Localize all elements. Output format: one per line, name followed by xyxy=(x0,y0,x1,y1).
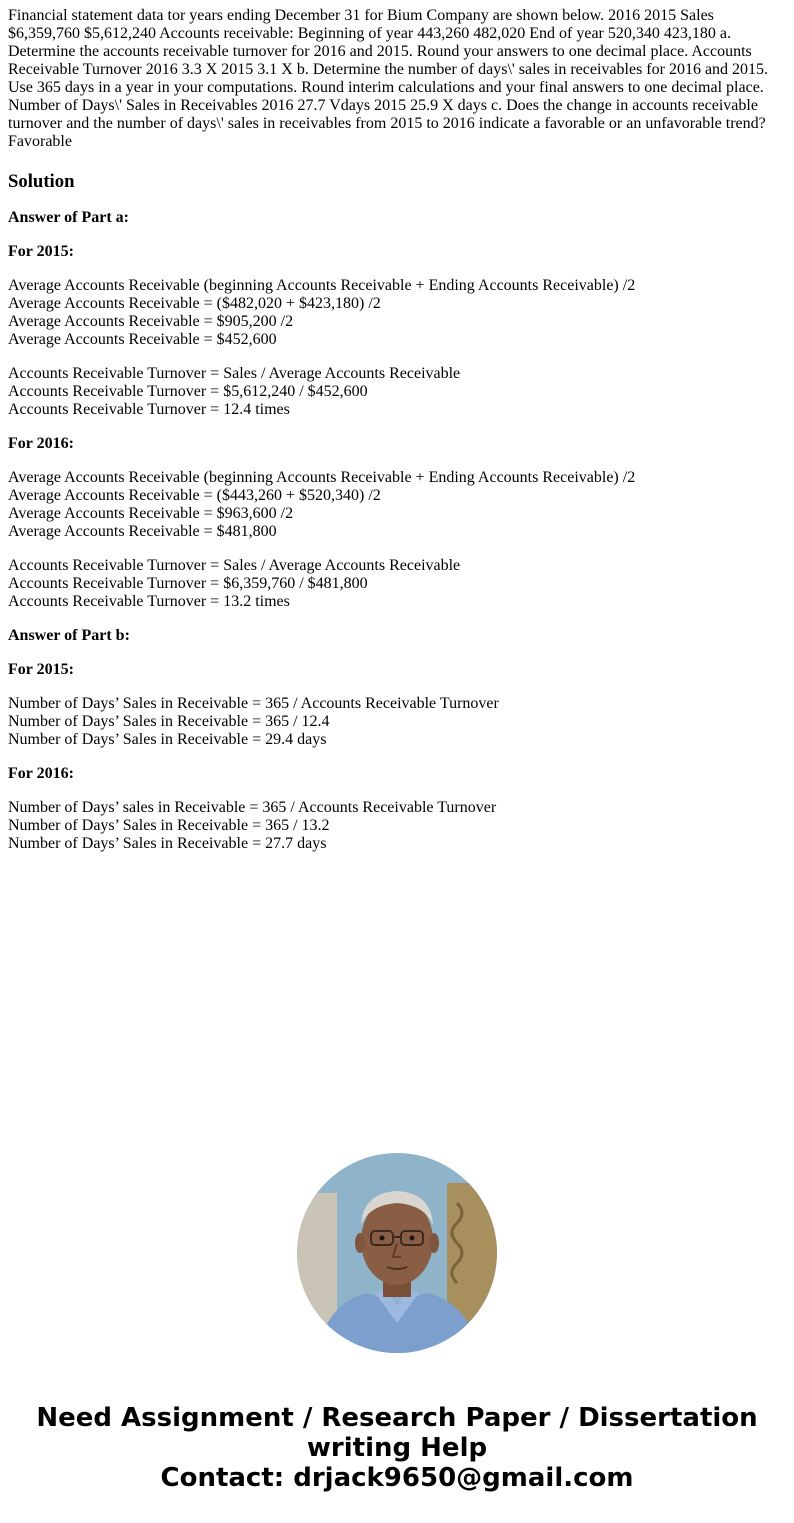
footer-contact-banner xyxy=(0,1403,794,1493)
avatar-portrait-image xyxy=(297,1153,497,1353)
footer-help-text: Need Assignment / Research Paper / Dissertation writing Help xyxy=(36,1403,758,1463)
footer-contact-text: Contact: drjack9650@gmail.com xyxy=(160,1463,634,1493)
part-a-2015-average-lines xyxy=(8,277,786,349)
part-a-2015-title: For 2015: xyxy=(8,243,74,260)
part-a-2015-turnover-lines xyxy=(8,365,786,419)
solution-heading: Solution xyxy=(8,171,75,192)
text-line: Average Accounts Receivable (beginning Accounts Receivable + Ending Accounts Receivable) /2 xyxy=(8,277,636,294)
part-b-2015-title: For 2015: xyxy=(8,661,74,678)
avatar-eye-left xyxy=(380,1236,385,1241)
text-line: Average Accounts Receivable = ($482,020 + $423,180) /2 xyxy=(8,295,381,312)
text-line: Number of Days’ Sales in Receivable = 365 / 12.4 xyxy=(8,713,330,730)
part-b-2016-title: For 2016: xyxy=(8,765,74,782)
avatar-wall-left xyxy=(297,1193,337,1353)
part-a-2016-title: For 2016: xyxy=(8,435,74,452)
text-line: Number of Days’ Sales in Receivable = 365 / Accounts Receivable Turnover xyxy=(8,695,499,712)
text-line: Average Accounts Receivable = $481,800 xyxy=(8,523,277,540)
text-line: Number of Days’ Sales in Receivable = 29.4 days xyxy=(8,731,327,748)
text-line: Accounts Receivable Turnover = 12.4 times xyxy=(8,401,290,418)
avatar-ear-left xyxy=(355,1233,365,1253)
part-b-2015-lines xyxy=(8,695,786,749)
text-line: Average Accounts Receivable = $452,600 xyxy=(8,331,277,348)
text-line: Average Accounts Receivable = $963,600 /2 xyxy=(8,505,294,522)
part-a-2016-average-lines xyxy=(8,469,786,541)
avatar-ear-right xyxy=(429,1233,439,1253)
text-line: Accounts Receivable Turnover = $5,612,240 / $452,600 xyxy=(8,383,368,400)
text-line: Accounts Receivable Turnover = Sales / Average Accounts Receivable xyxy=(8,557,461,574)
part-a-2016-turnover-lines xyxy=(8,557,786,611)
author-avatar xyxy=(297,1153,497,1353)
text-line: Number of Days’ Sales in Receivable = 27.7 days xyxy=(8,835,327,852)
text-line: Accounts Receivable Turnover = $6,359,760 / $481,800 xyxy=(8,575,368,592)
part-a-title: Answer of Part a: xyxy=(8,209,130,226)
text-line: Number of Days’ sales in Receivable = 365 / Accounts Receivable Turnover xyxy=(8,799,497,816)
text-line: Accounts Receivable Turnover = 13.2 times xyxy=(8,593,290,610)
text-line: Average Accounts Receivable (beginning Accounts Receivable + Ending Accounts Receivable) /2 xyxy=(8,469,636,486)
text-line: Number of Days’ Sales in Receivable = 365 / 13.2 xyxy=(8,817,330,834)
text-line: Average Accounts Receivable = ($443,260 + $520,340) /2 xyxy=(8,487,381,504)
text-line: Accounts Receivable Turnover = Sales / Average Accounts Receivable xyxy=(8,365,461,382)
question-text: Financial statement data tor years ending December 31 for Bium Company are shown below. 2016 2015 Sales $6,359,760 $5,612,240 Accounts receivable: Beginning of year 443,260 482,020 End of year 520,340 423,180 a. Determine the accounts receivable turnover for 2016 and 2015. Round your answers to one decimal place. Accounts Receivable Turnover 2016 3.3 X 2015 3.1 X b. Determine the number of days\' sales in receivables for 2016 and 2015. Use 365 days in a year in your computations. Round interim calculations and your final answers to one decimal place. Number of Days\' Sales in Receivables 2016 27.7 Vdays 2015 25.9 X days c. Does the change in accounts receivable turnover and the number of days\' sales in receivables from 2015 to 2016 indicate a favorable or an unfavorable trend? Favorable xyxy=(8,7,769,150)
document-content xyxy=(8,7,786,853)
part-b-title: Answer of Part b: xyxy=(8,627,130,644)
part-b-2016-lines xyxy=(8,799,786,853)
avatar-eye-right xyxy=(410,1236,415,1241)
text-line: Average Accounts Receivable = $905,200 /2 xyxy=(8,313,294,330)
